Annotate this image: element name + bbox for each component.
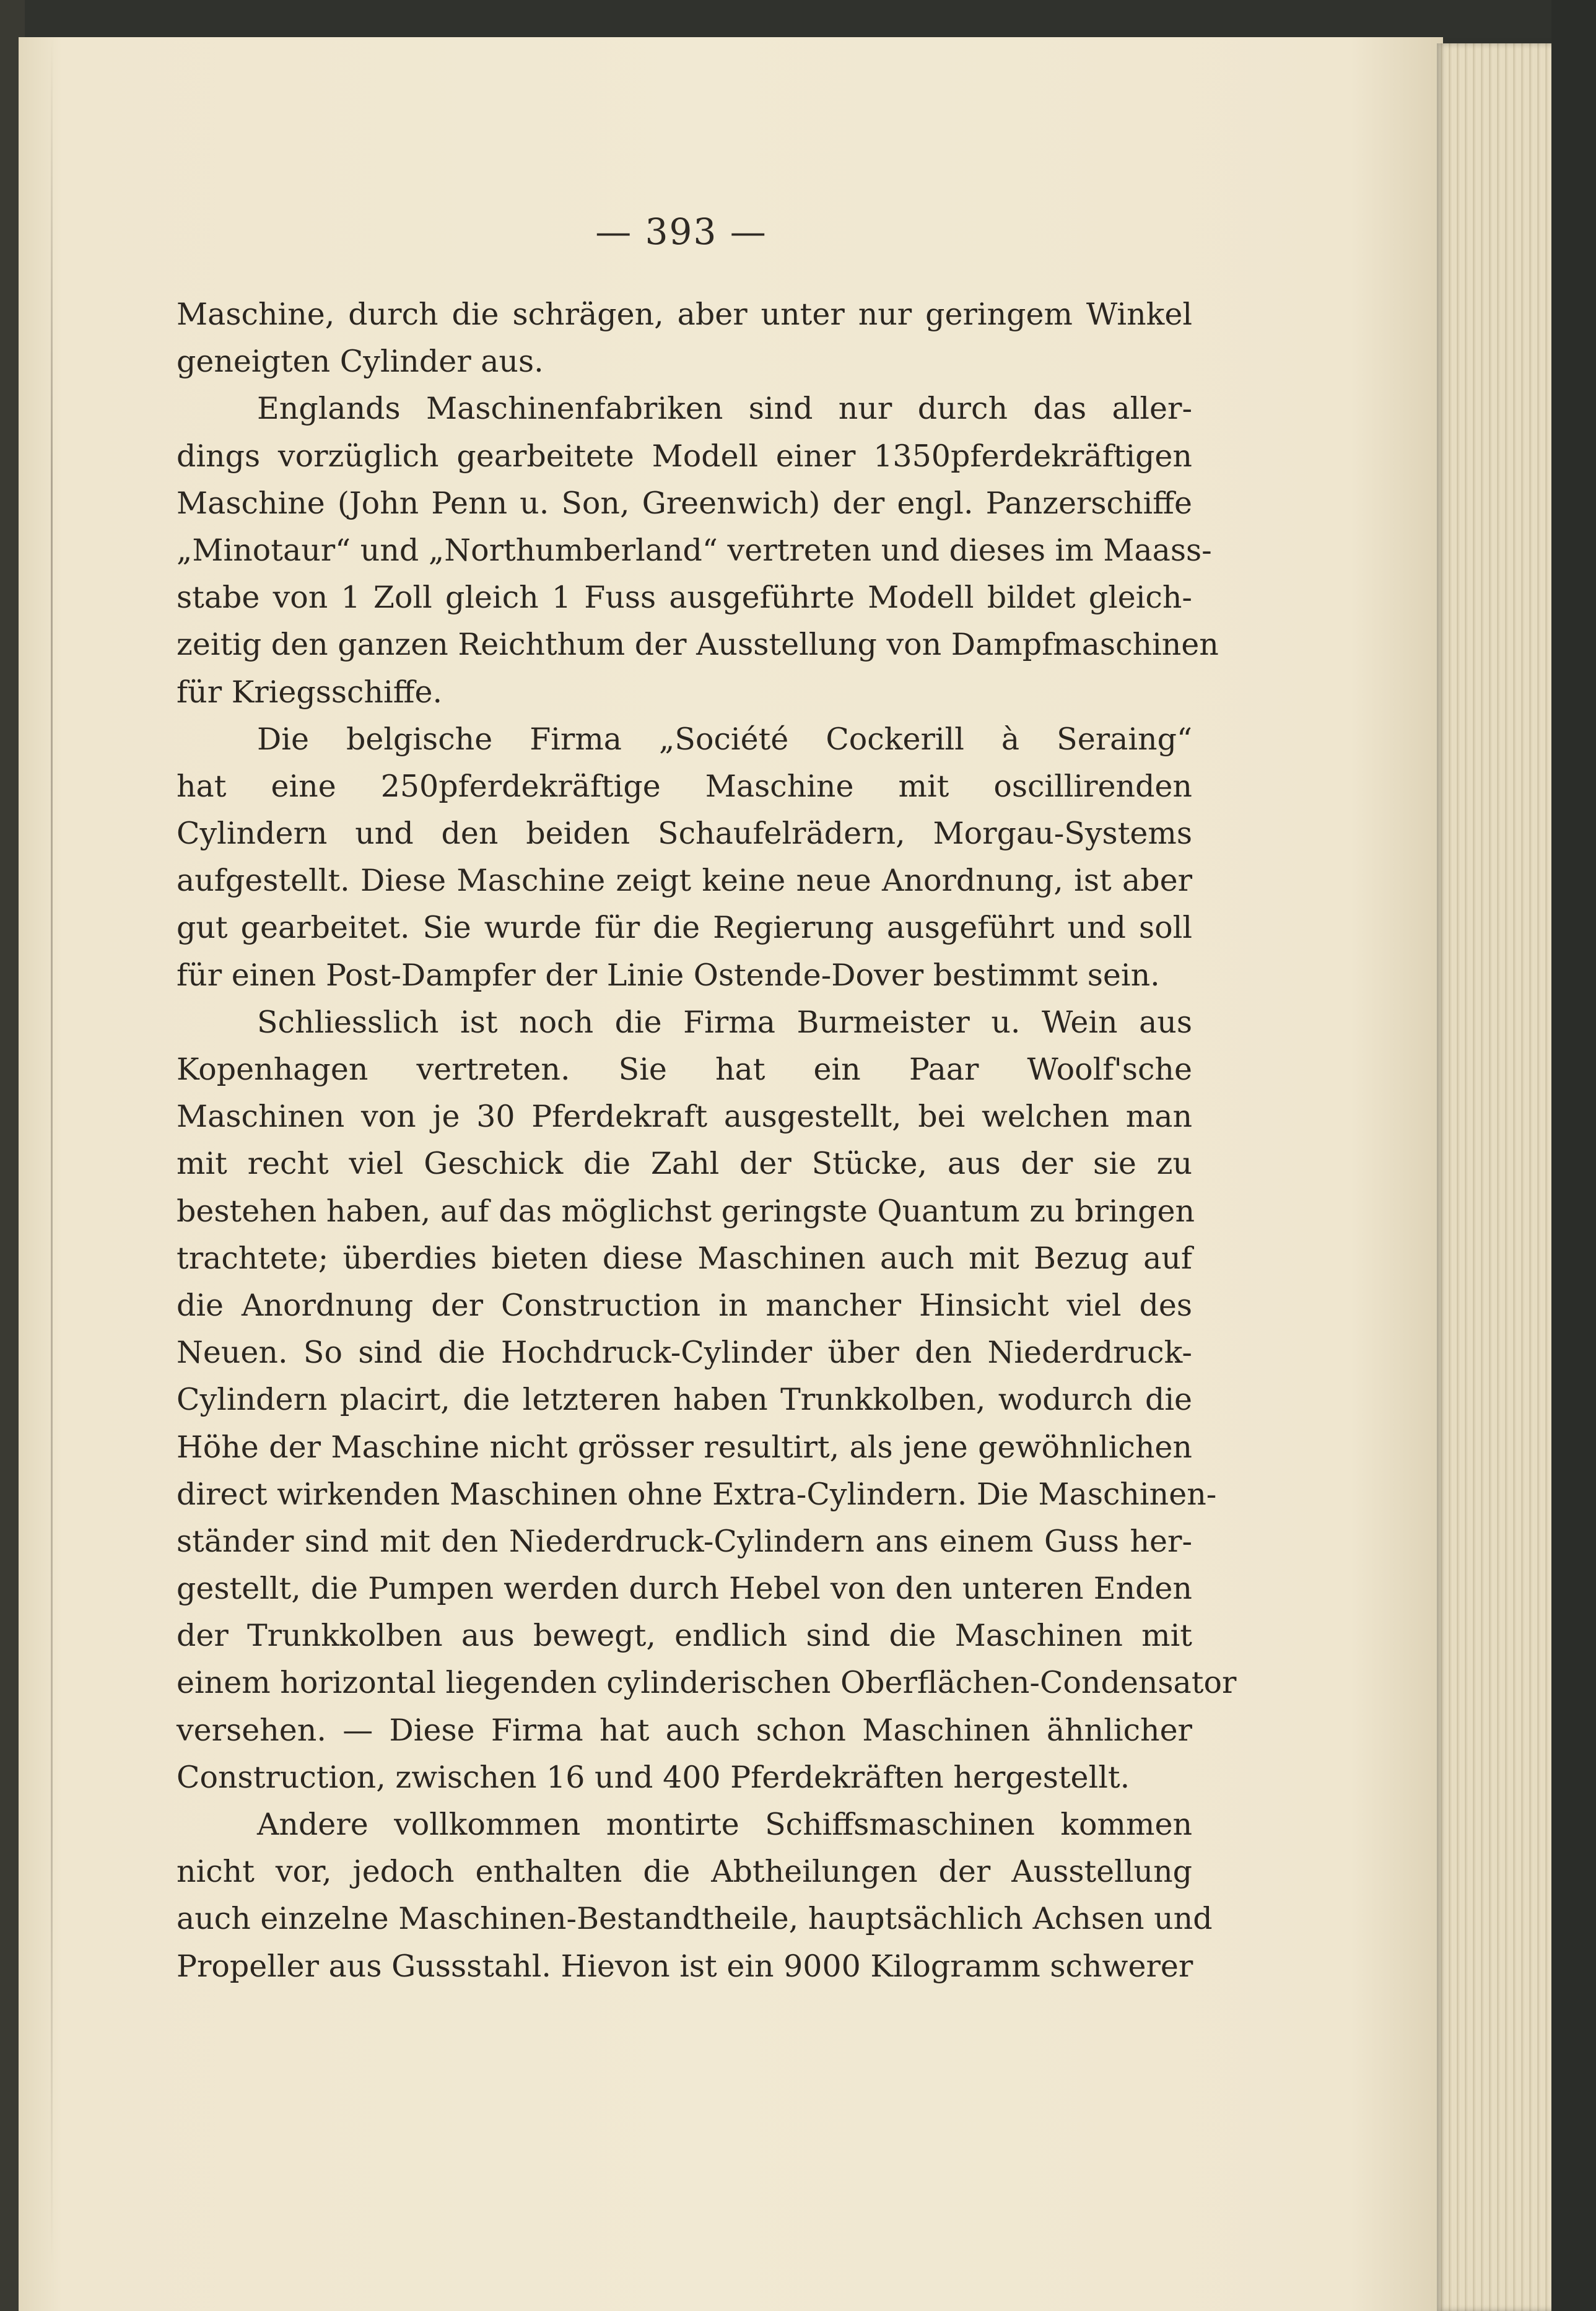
text-line: Maschine, durch die schrägen, aber unter nur geringem Winkel [177,297,1192,332]
text-line: Maschine (John Penn u. Son, Greenwich) der engl. Panzerschiffe [177,485,1192,521]
text-line: Neuen. So sind die Hochdruck-Cylinder über den Niederdruck- [177,1335,1192,1371]
text-line: für Kriegsschiffe. [177,674,443,710]
text-line: aufgestellt. Diese Maschine zeigt keine neue Anordnung, ist aber [177,863,1192,899]
text-line: Andere vollkommen montirte Schiffsmaschinen kommen [257,1807,1192,1842]
page-edges [1437,43,1555,2311]
text-line: Maschinen von je 30 Pferdekraft ausgestellt, bei welchen man [177,1099,1192,1135]
text-line: nicht vor, jedoch enthalten die Abtheilungen der Ausstellung [177,1854,1192,1890]
text-line: Kopenhagen vertreten. Sie hat ein Paar Woolf'sche [177,1052,1192,1087]
text-line: Höhe der Maschine nicht grösser resultirt, als jene gewöhnlichen [177,1429,1192,1465]
text-line: ständer sind mit den Niederdruck-Cylindern ans einem Guss her- [177,1523,1192,1559]
text-line: geneigten Cylinder aus. [177,344,544,380]
text-line: gestellt, die Pumpen werden durch Hebel von den unteren Enden [177,1571,1192,1607]
text-line: Die belgische Firma „Société Cockerill à Seraing“ [257,721,1192,757]
text-line: Construction, zwischen 16 und 400 Pferdekräften hergestellt. [177,1759,1130,1795]
page-gutter [51,37,53,2267]
text-line: einem horizontal liegenden cylinderischen Oberflächen-Condensator [177,1665,1237,1701]
text-line: stabe von 1 Zoll gleich 1 Fuss ausgeführte Modell bildet gleich- [177,580,1192,616]
text-line: „Minotaur“ und „Northumberland“ vertreten und dieses im Maass- [177,532,1212,568]
text-line: zeitig den ganzen Reichthum der Ausstellung von Dampfmaschinen [177,627,1219,663]
text-line: dings vorzüglich gearbeitete Modell einer 1350pferdekräftigen [177,438,1192,474]
text-line: gut gearbeitet. Sie wurde für die Regierung ausgeführt und soll [177,910,1192,946]
text-line: die Anordnung der Construction in mancher Hinsicht viel des [177,1287,1192,1323]
text-line: mit recht viel Geschick die Zahl der Stücke, aus der sie zu [177,1146,1192,1182]
text-line: bestehen haben, auf das möglichst geringste Quantum zu bringen [177,1193,1195,1229]
text-line: Cylindern placirt, die letzteren haben Trunkkolben, wodurch die [177,1382,1192,1418]
text-line: direct wirkenden Maschinen ohne Extra-Cylindern. Die Maschinen- [177,1476,1217,1512]
body-text [177,291,1237,1990]
text-line: auch einzelne Maschinen-Bestandtheile, hauptsächlich Achsen und [177,1901,1213,1937]
text-line: für einen Post-Dampfer der Linie Ostende-Dover bestimmt sein. [177,957,1160,993]
text-line: trachtete; überdies bieten diese Maschinen auch mit Bezug auf [177,1240,1192,1276]
text-line: Cylindern und den beiden Schaufelrädern, Morgau-Systems [177,816,1192,852]
book-cover-top [0,0,1596,38]
text-line: versehen. — Diese Firma hat auch schon Maschinen ähnlicher [177,1712,1192,1748]
page-number: — 393 — [595,211,767,253]
text-line: Englands Maschinenfabriken sind nur durch das aller- [257,391,1192,427]
book-cover-right [1551,0,1596,2311]
text-line: Propeller aus Gussstahl. Hievon ist ein 9000 Kilogramm schwerer [177,1948,1193,1984]
text-line: der Trunkkolben aus bewegt, endlich sind die Maschinen mit [177,1618,1192,1654]
text-line: hat eine 250pferdekräftige Maschine mit oscillirenden [177,768,1192,804]
text-line: Schliesslich ist noch die Firma Burmeister u. Wein aus [257,1004,1192,1040]
